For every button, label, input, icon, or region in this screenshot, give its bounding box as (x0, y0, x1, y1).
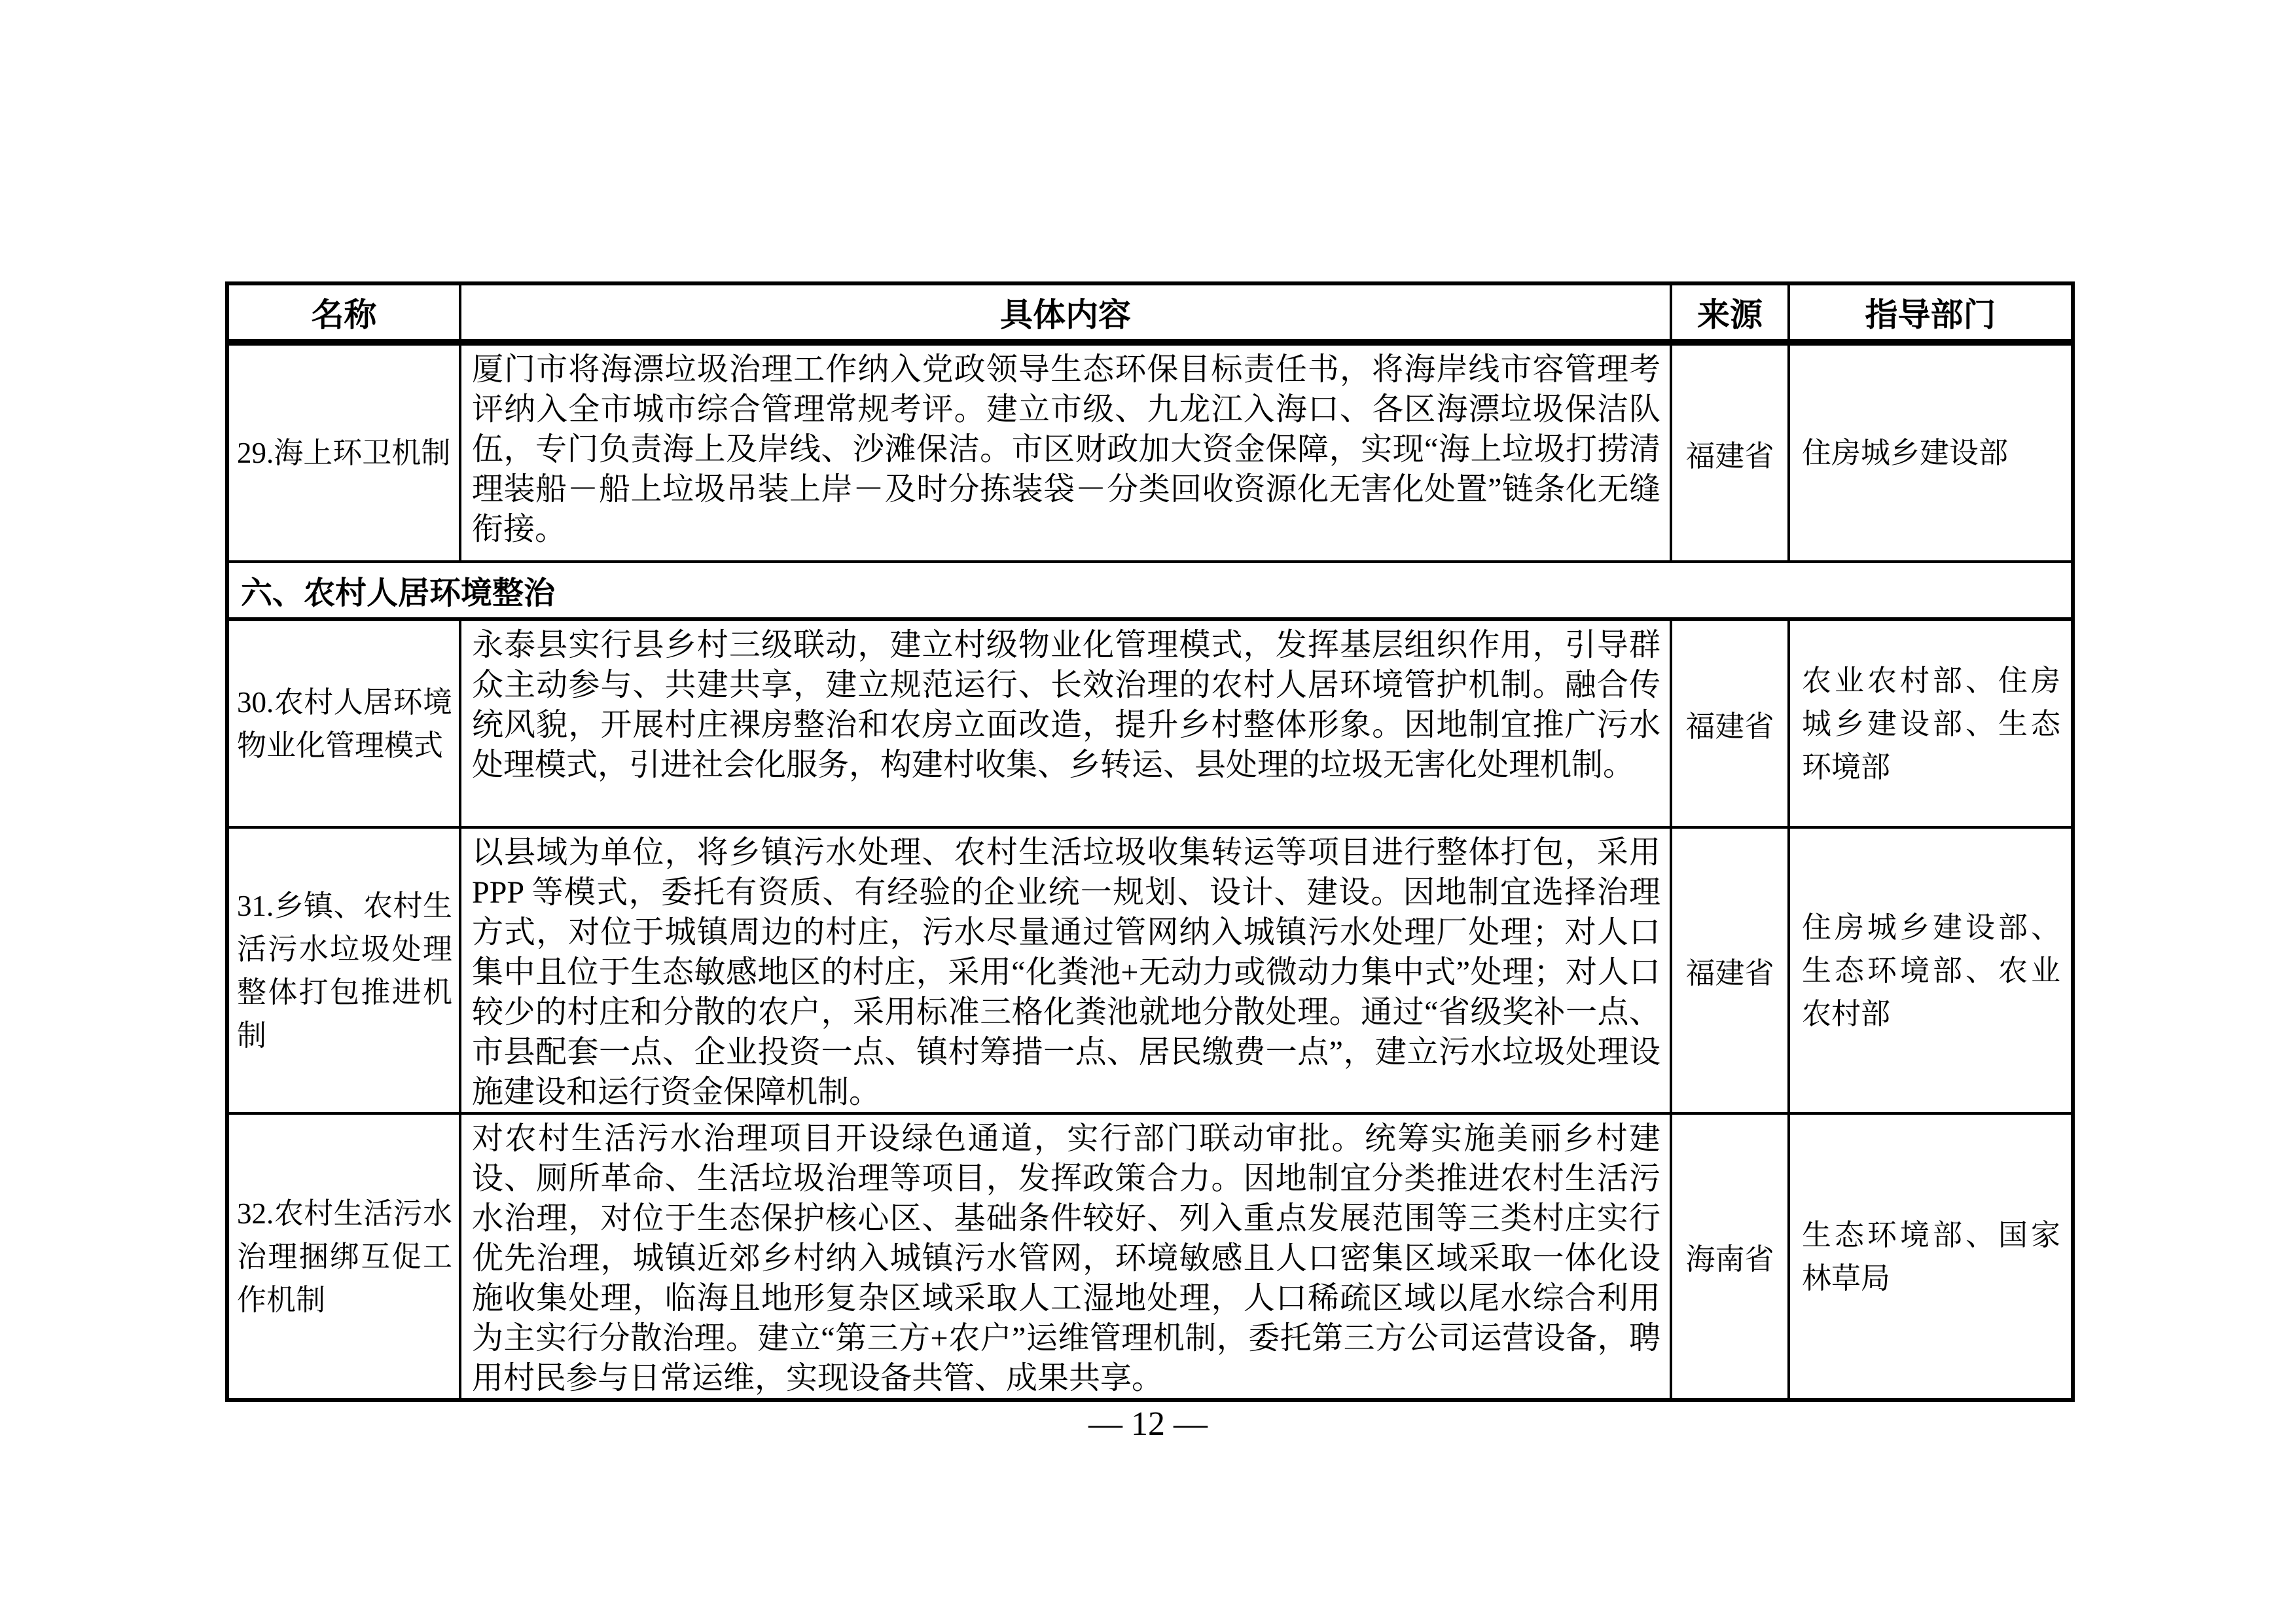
header-name: 名称 (227, 283, 460, 342)
table-header-row (227, 283, 2073, 342)
row31-content-cell: 以县域为单位，将乡镇污水处理、农村生活垃圾收集转运等项目进行整体打包，采用 PPP 等模式，委托有资质、有经验的企业统一规划、设计、建设。因地制宜选择治理方式，对位于城镇周边的村庄，污水尽量通过管网纳入城镇污水处理厂处理；对人口集中且位于生态敏感地区的村庄，采用“化粪池+无动力或微动力集中式”处理；对人口较少的村庄和分散的农户，采用标准三格化粪池就地分散处理。通过“省级奖补一点、市县配套一点、企业投资一点、镇村筹措一点、居民缴费一点”，建立污水垃圾处理设施建设和运行资金保障机制。 (460, 827, 1671, 1113)
row30-department-cell: 农业农村部、住房城乡建设部、生态环境部 (1789, 619, 2073, 827)
header-department: 指导部门 (1789, 283, 2073, 342)
row32-content-cell: 对农村生活污水治理项目开设绿色通道，实行部门联动审批。统筹实施美丽乡村建设、厕所革命、生活垃圾治理等项目，发挥政策合力。因地制宜分类推进农村生活污水治理，对位于生态保护核心区、基础条件较好、列入重点发展范围等三类村庄实行优先治理，城镇近郊乡村纳入城镇污水管网，环境敏感且人口密集区域采取一体化设施收集处理，临海且地形复杂区域采取人工湿地处理，人口稀疏区域以尾水综合利用为主实行分散治理。建立“第三方+农户”运维管理机制，委托第三方公司运营设备，聘用村民参与日常运维，实现设备共管、成果共享。 (460, 1113, 1671, 1400)
mechanism-table (225, 281, 2075, 1402)
section-header-row (227, 562, 2073, 619)
table-row (227, 827, 2073, 1113)
row29-name-cell: 29.海上环卫机制 (227, 342, 460, 562)
section-title: 六、农村人居环境整治 (227, 562, 2073, 619)
row31-name-cell: 31.乡镇、农村生活污水垃圾处理整体打包推进机制 (227, 827, 460, 1113)
row30-name-cell: 30.农村人居环境物业化管理模式 (227, 619, 460, 827)
row32-department-cell: 生态环境部、国家林草局 (1789, 1113, 2073, 1400)
row29-department-cell: 住房城乡建设部 (1789, 342, 2073, 562)
row29-content-cell: 厦门市将海漂垃圾治理工作纳入党政领导生态环保目标责任书，将海岸线市容管理考评纳入全市城市综合管理常规考评。建立市级、九龙江入海口、各区海漂垃圾保洁队伍，专门负责海上及岸线、沙滩保洁。市区财政加大资金保障，实现“海上垃圾打捞清理装船－船上垃圾吊装上岸－及时分拣装袋－分类回收资源化无害化处置”链条化无缝衔接。 (460, 342, 1671, 562)
page-number: — 12 — (1088, 1405, 1208, 1443)
table-row (227, 619, 2073, 827)
table-row (227, 342, 2073, 562)
header-content: 具体内容 (460, 283, 1671, 342)
row31-source-cell: 福建省 (1671, 827, 1789, 1113)
row29-source-cell: 福建省 (1671, 342, 1789, 562)
header-source: 来源 (1671, 283, 1789, 342)
row30-source-cell: 福建省 (1671, 619, 1789, 827)
table-row (227, 1113, 2073, 1400)
row31-department-cell: 住房城乡建设部、生态环境部、农业农村部 (1789, 827, 2073, 1113)
row32-name-cell: 32.农村生活污水治理捆绑互促工作机制 (227, 1113, 460, 1400)
row32-source-cell: 海南省 (1671, 1113, 1789, 1400)
row30-content-cell: 永泰县实行县乡村三级联动，建立村级物业化管理模式，发挥基层组织作用，引导群众主动参与、共建共享，建立规范运行、长效治理的农村人居环境管护机制。融合传统风貌，开展村庄裸房整治和农房立面改造，提升乡村整体形象。因地制宜推广污水处理模式，引进社会化服务，构建村收集、乡转运、县处理的垃圾无害化处理机制。 (460, 619, 1671, 827)
